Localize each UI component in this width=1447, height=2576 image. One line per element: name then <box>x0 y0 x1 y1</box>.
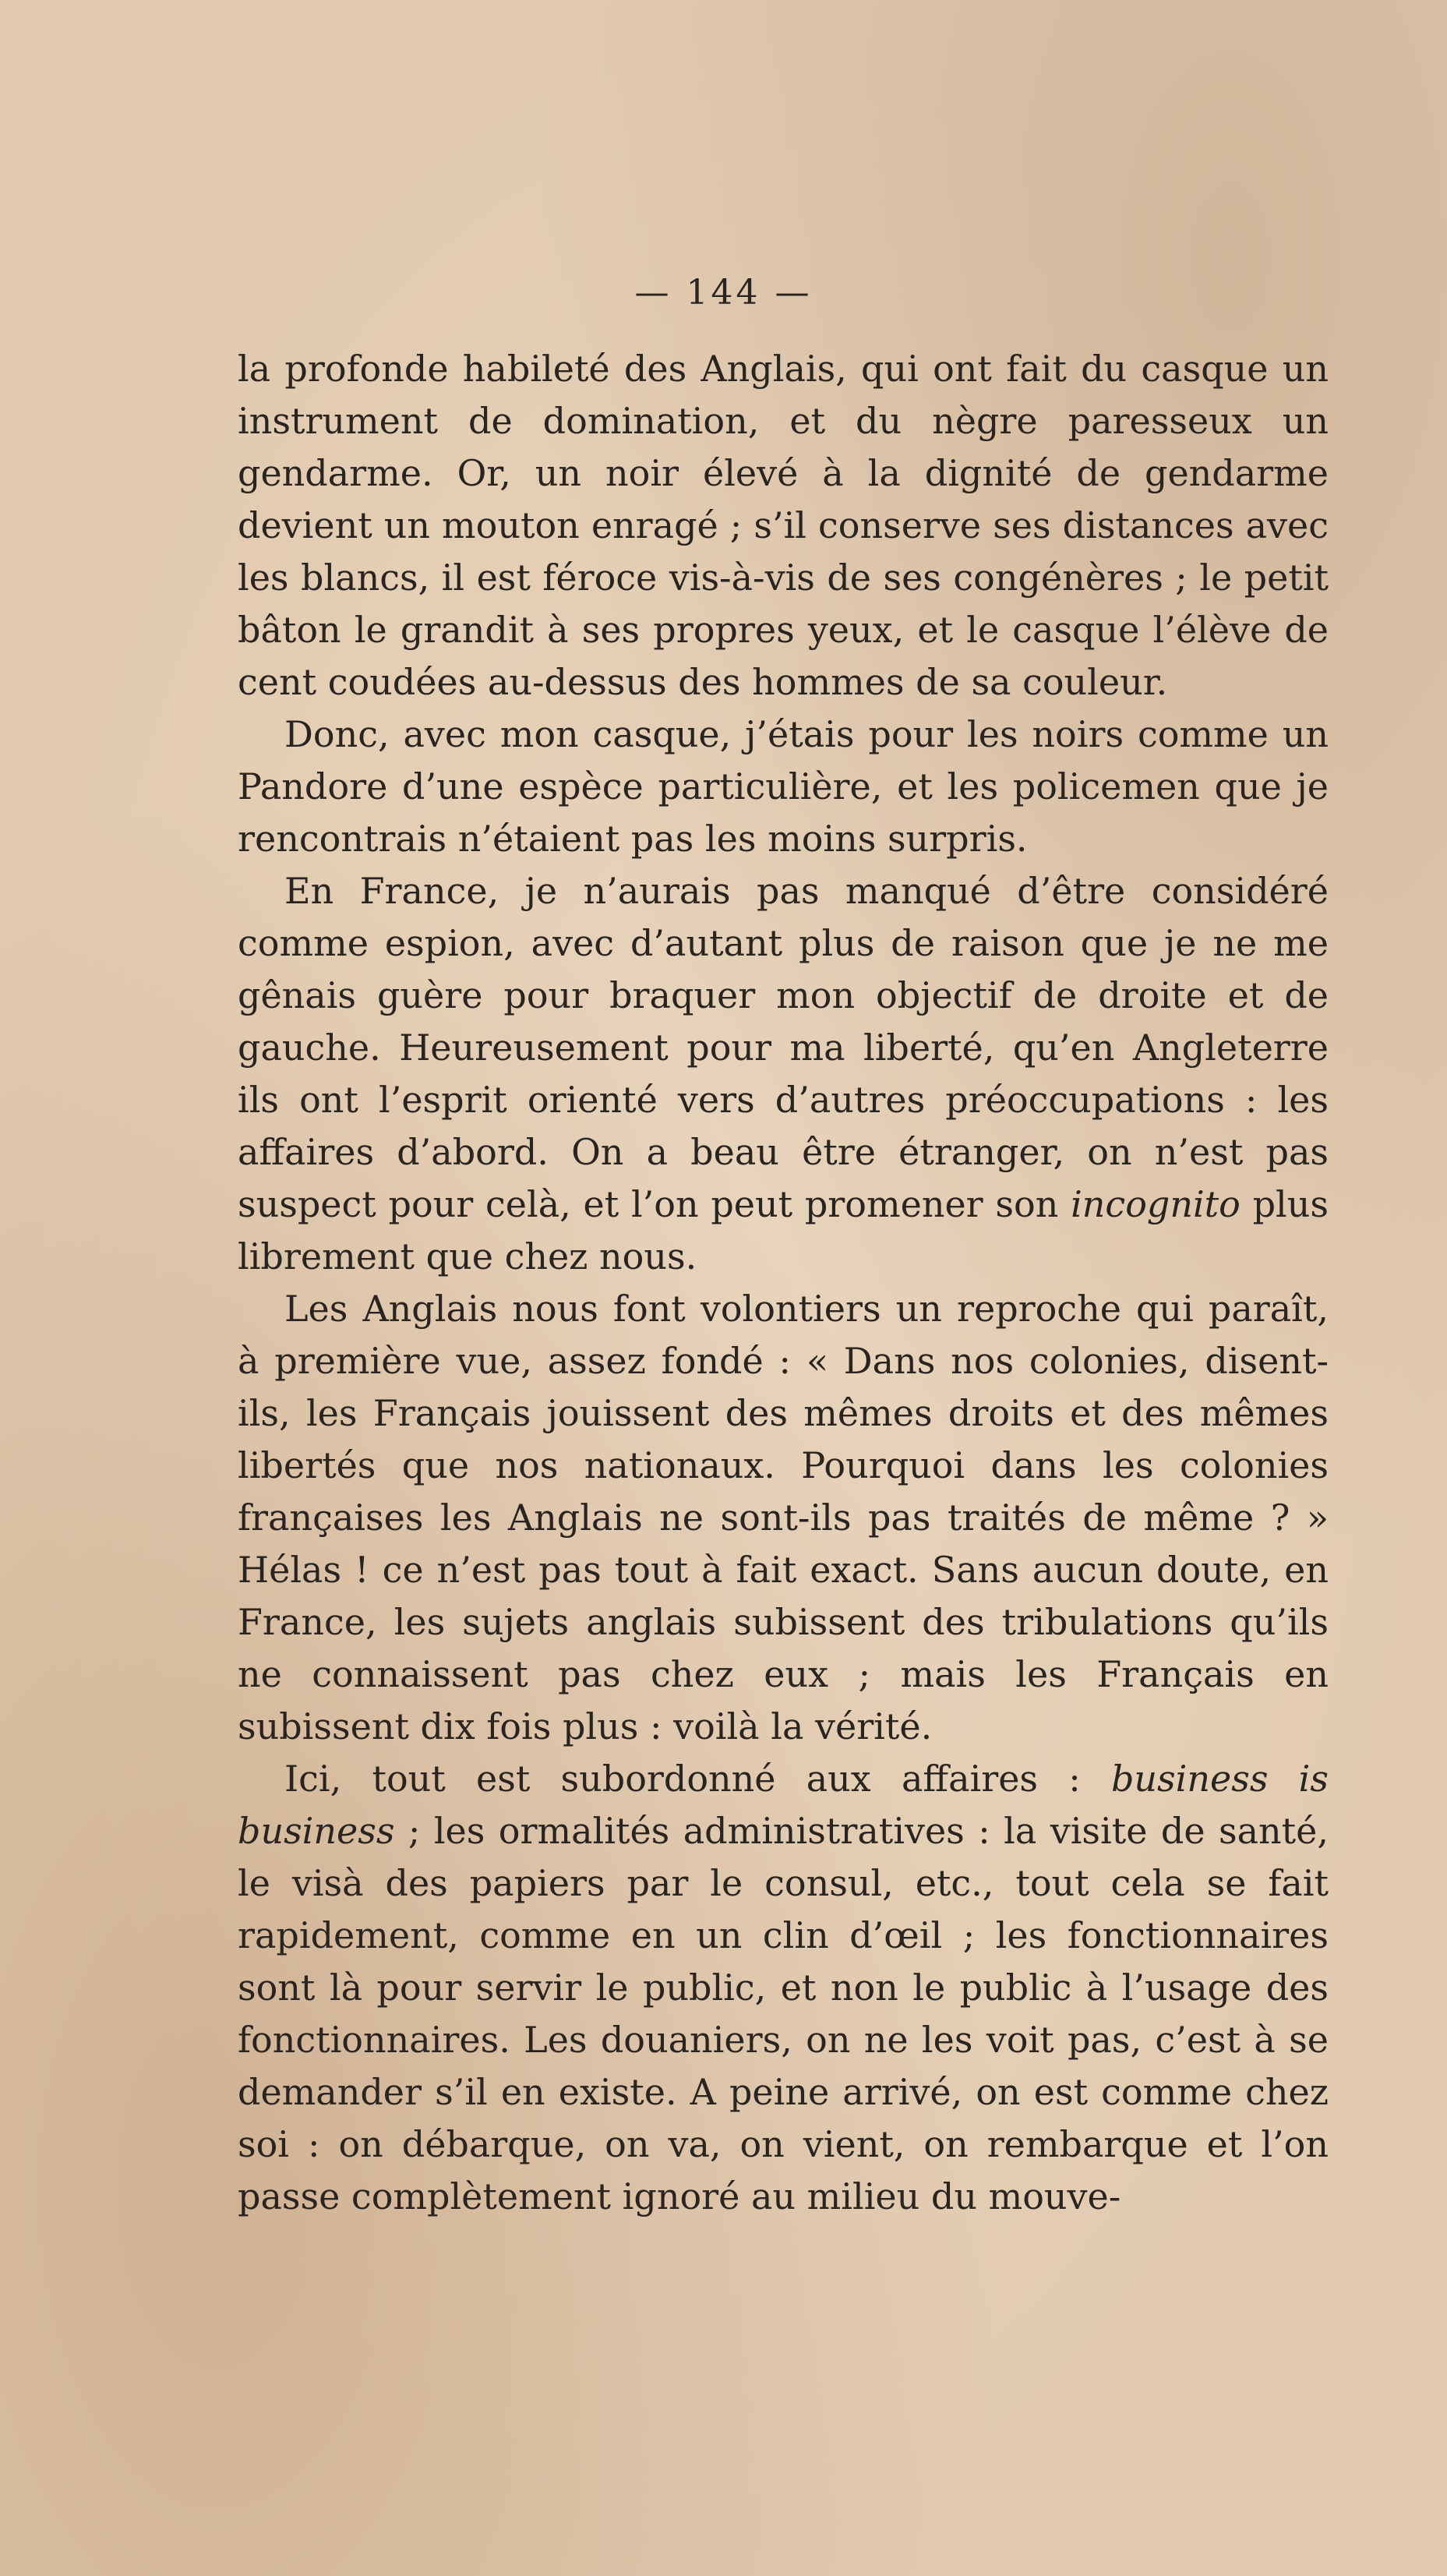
paragraph-1: la profonde habileté des Anglais, qui ont fait du casque un instrument de domination, et du nègre paresseux un gendarme. Or, un noir élevé à la dignité de gendarme devient un mouton enragé ; s’il conserve ses distances avec les blancs, il est féroce vis-à-vis de ses congénères ; le petit bâton le grandit à ses propres yeux, et le casque l’élève de cent coudées au-dessus des hommes de sa couleur. <box>238 348 1329 703</box>
paragraph-4: Les Anglais nous font volontiers un reproche qui paraît, à première vue, assez fondé : « Dans nos colonies, disent-ils, les Français jouissent des mêmes droits et des mêmes libertés que nos nationaux. Pourquoi dans les colonies françaises les Anglais ne sont-ils pas traités de même ? » Hélas ! ce n’est pas tout à fait exact. Sans aucun doute, en France, les sujets anglais subissent des tribulations qu’ils ne connaissent pas chez eux ; mais les Français en subissent dix fois plus : voilà la vérité. <box>238 1288 1329 1747</box>
paragraph-5-text-before: Ici, tout est subordonné aux affaires : <box>284 1758 1111 1800</box>
paragraph-3-text-before: En France, je n’aurais pas manqué d’être considéré comme espion, avec d’autant plus de raison que je ne me gênais guère pour braquer mon objectif de droite et de gauche. Heureusement pour ma liberté, qu’en Angleterre ils ont l’esprit orienté vers d’autres préoccupations : les affaires d’abord. On a beau être étranger, on n’est pas suspect pour celà, et l’on peut promener son <box>238 870 1329 1225</box>
paragraph-5-italic: business is business <box>238 1758 1329 1852</box>
page-number: — 144 — <box>634 273 813 313</box>
paragraph-3-italic: incognito <box>1071 1183 1241 1225</box>
paragraph-5 <box>238 1753 1329 2223</box>
paragraph-2: Donc, avec mon casque, j’étais pour les noirs comme un Pandore d’une espèce particulière, et les policemen que je rencontrais n’étaient pas les moins surpris. <box>238 713 1329 860</box>
paragraph-5-text-after: ; les ormalités administratives : la visite de santé, le visà des papiers par le consul, etc., tout cela se fait rapidement, comme en un clin d’œil ; les fonctionnaires sont là pour servir le public, et non le public à l’usage des fonctionnaires. Les douaniers, on ne les voit pas, c’est à se demander s’il en existe. A peine arrivé, on est comme chez soi : on débarque, on va, on vient, on rembarque et l’on passe complètement ignoré au milieu du mouve- <box>238 1810 1329 2217</box>
paragraph-3 <box>238 865 1329 1283</box>
paragraph-3-text-after: plus librement que chez nous. <box>238 1183 1329 1277</box>
body-text <box>238 343 1329 2223</box>
